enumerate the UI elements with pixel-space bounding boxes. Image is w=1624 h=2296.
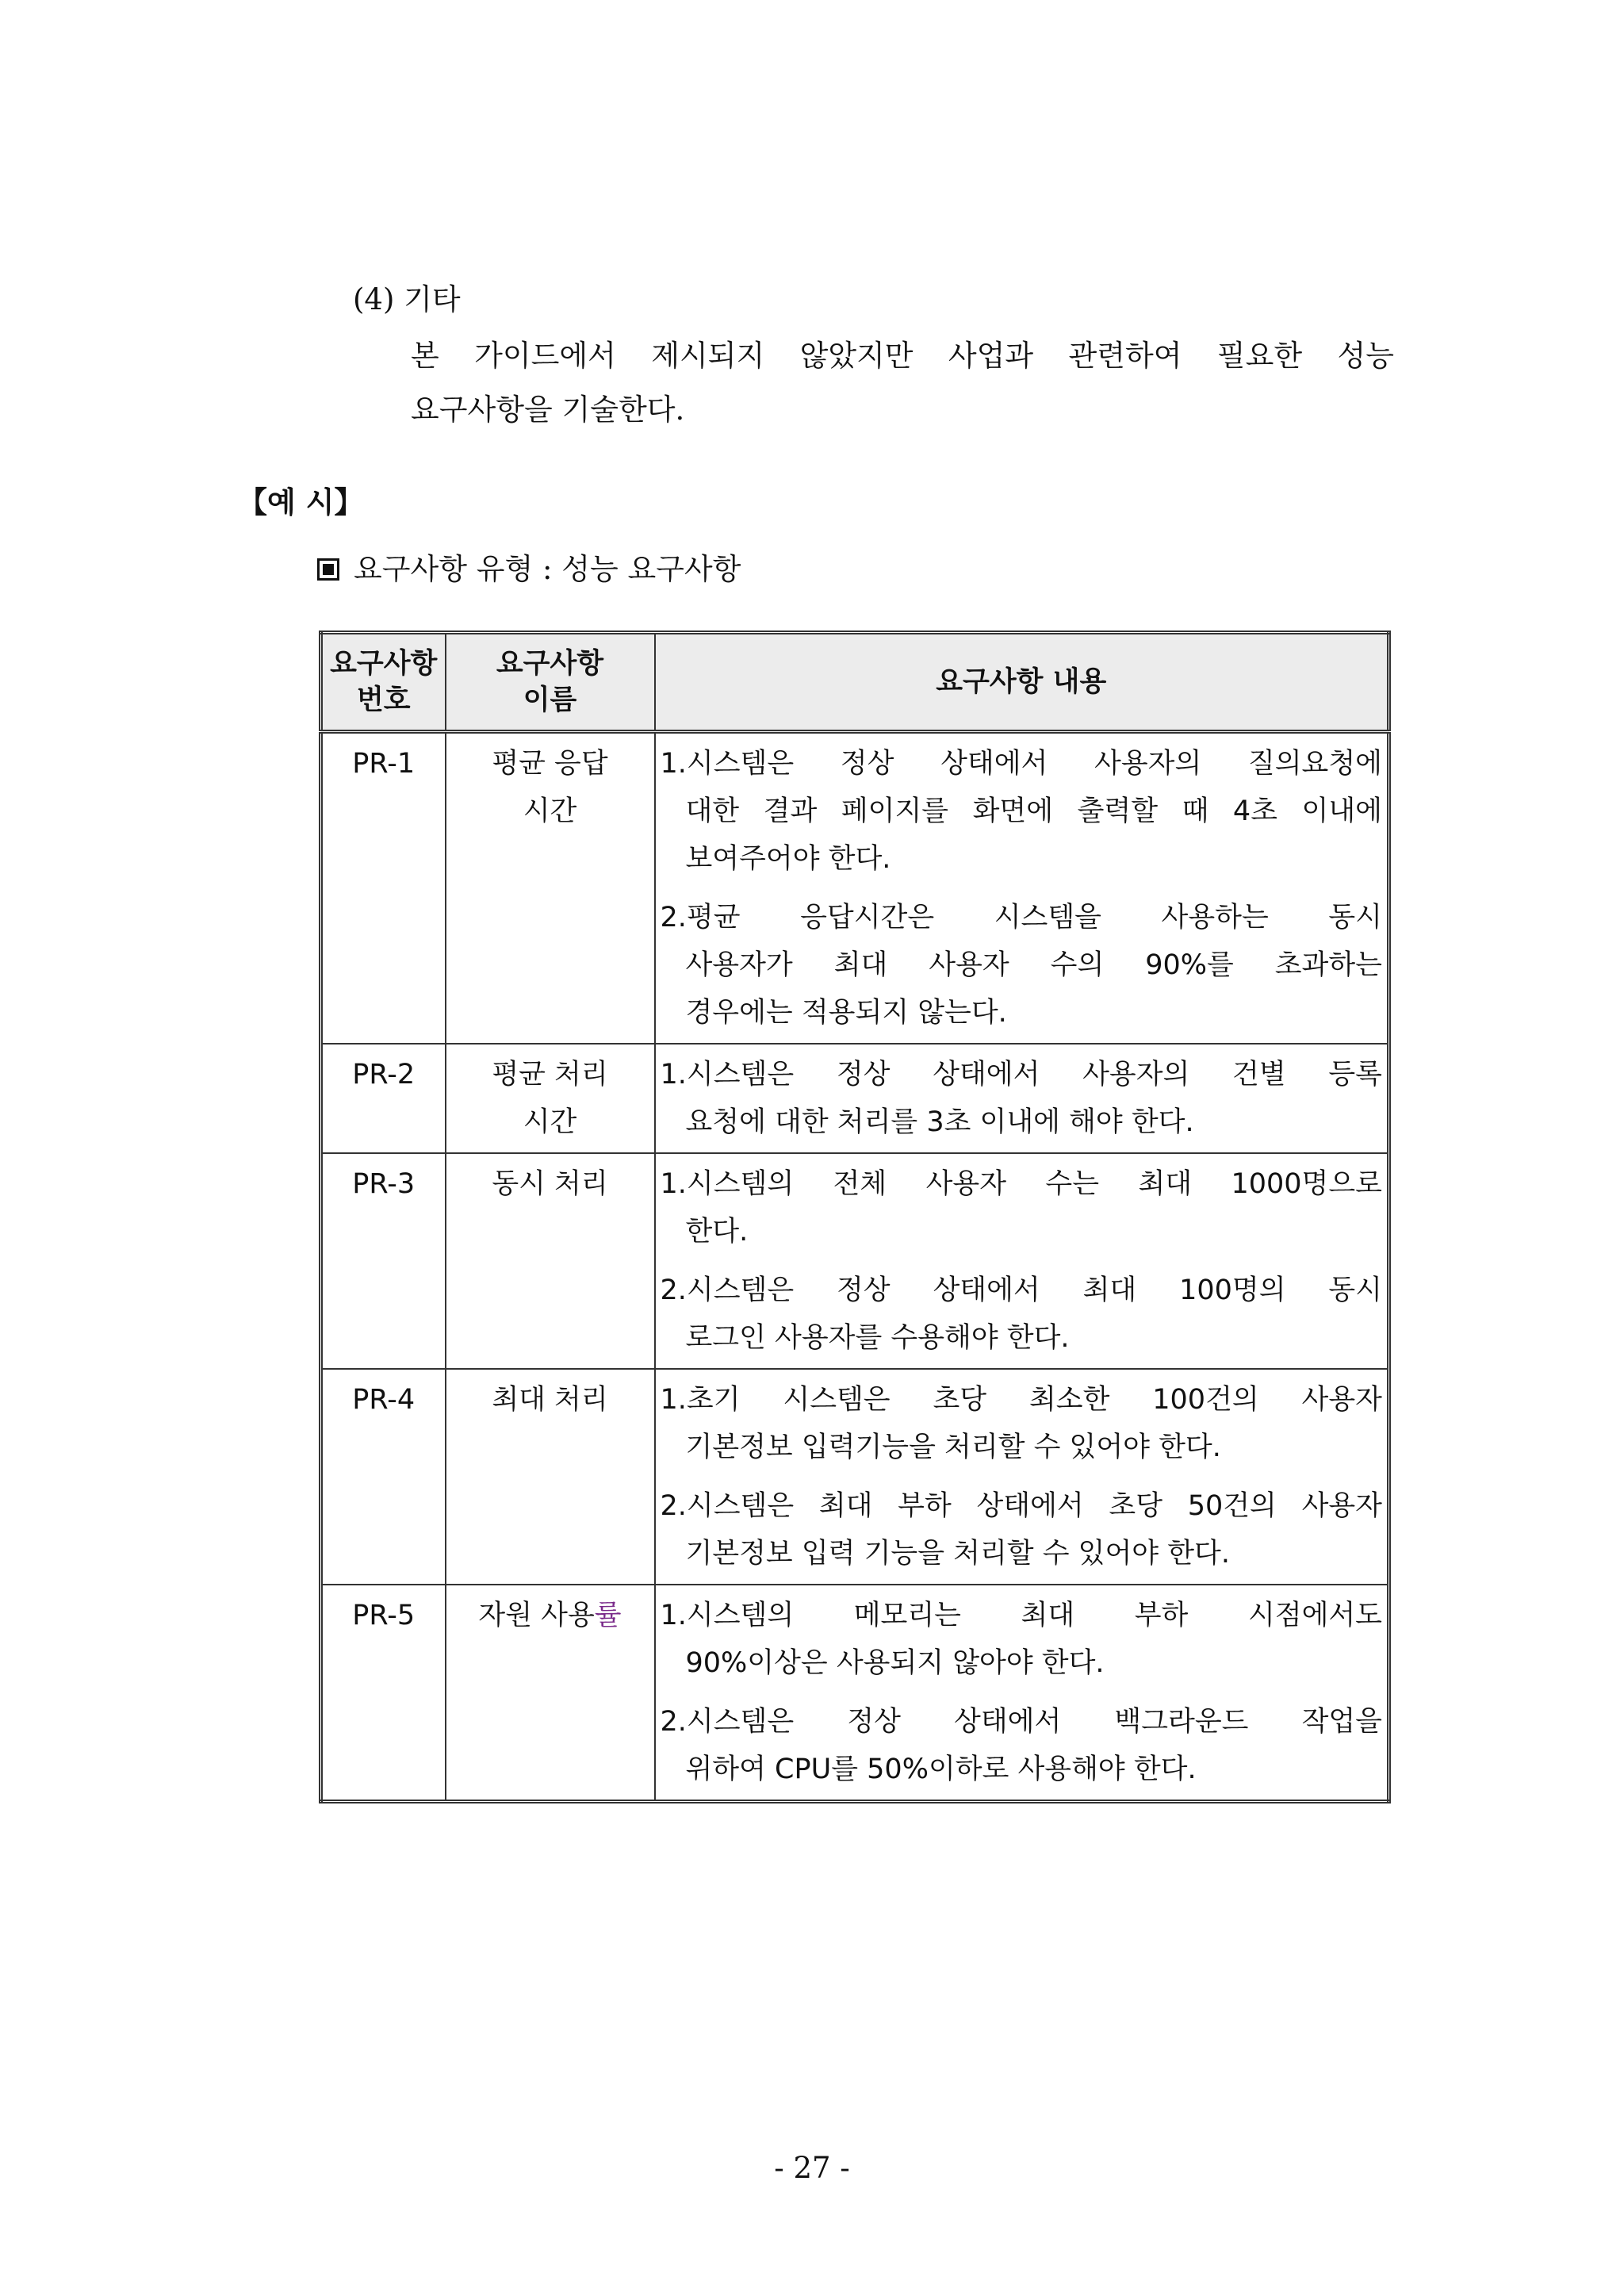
requirement-item [661, 1051, 1383, 1146]
table-row [321, 732, 1389, 1045]
requirement-item-line: 90%이상은 사용되지 않아야 한다. [685, 1647, 1105, 1679]
requirement-item-line: 2.평균 응답시간은 시스템을 사용하는 동시 [660, 902, 1382, 933]
section-heading: (4) 기타 [353, 282, 461, 316]
requirement-item [661, 1482, 1383, 1577]
requirement-id: PR-4 [321, 1369, 446, 1585]
header-req-content: 요구사항 내용 [655, 633, 1389, 732]
requirement-name-line: 평균 처리 [492, 1059, 608, 1091]
requirement-name [446, 1044, 655, 1153]
requirement-item [661, 1376, 1383, 1471]
paragraph-line: 요구사항을 기술한다. [411, 393, 685, 427]
requirement-item-line: 위하여 CPU를 50%이하로 사용해야 한다. [685, 1754, 1197, 1785]
requirement-id: PR-3 [321, 1153, 446, 1369]
page-number: - 27 - [774, 2151, 850, 2185]
requirement-item [661, 1698, 1383, 1793]
requirement-item-line: 1.시스템의 전체 사용자 수는 최대 1000명으로 [660, 1168, 1382, 1200]
requirement-item-line: 한다. [685, 1216, 749, 1248]
requirement-content [655, 1153, 1389, 1369]
requirement-item-line: 사용자가 최대 사용자 수의 90%를 초과하는 [685, 949, 1382, 981]
header-req-id: 요구사항 번호 [321, 633, 446, 732]
requirement-item [661, 1592, 1383, 1687]
requirement-item [661, 740, 1383, 883]
requirement-content [655, 1369, 1389, 1585]
requirement-item-line: 1.초기 시스템은 초당 최소한 100건의 사용자 [660, 1384, 1382, 1416]
requirement-name [446, 732, 655, 1045]
requirement-name [446, 1585, 655, 1802]
requirement-content [655, 732, 1389, 1045]
requirement-id: PR-2 [321, 1044, 446, 1153]
requirement-item-line: 대한 결과 페이지를 화면에 출력할 때 4초 이내에 [685, 795, 1382, 827]
requirement-name-line: 최대 처리 [492, 1384, 608, 1416]
requirement-item-line: 경우에는 적용되지 않는다. [685, 997, 1007, 1029]
requirement-item-line: 기본정보 입력기능을 처리할 수 있어야 한다. [685, 1432, 1221, 1463]
requirements-table [319, 631, 1391, 1803]
requirement-item-line: 1.시스템은 정상 상태에서 사용자의 질의요청에 [660, 748, 1382, 780]
requirement-item-line: 보여주어야 한다. [685, 843, 891, 875]
table-row [321, 1153, 1389, 1369]
table-row [321, 1369, 1389, 1585]
table-body [321, 732, 1389, 1802]
requirement-name [446, 1369, 655, 1585]
example-label: 【예 시】 [238, 485, 364, 519]
requirement-type [317, 547, 741, 592]
requirement-item-line: 2.시스템은 최대 부하 상태에서 초당 50건의 사용자 [660, 1490, 1382, 1522]
requirement-item [661, 1160, 1383, 1255]
requirement-name-highlight: 률 [594, 1600, 622, 1631]
requirement-name-line: 시간 [523, 1106, 577, 1138]
requirement-content [655, 1585, 1389, 1802]
header-req-name: 요구사항 이름 [446, 633, 655, 732]
requirement-name [446, 1153, 655, 1369]
requirement-item-line: 1.시스템의 메모리는 최대 부하 시점에서도 [660, 1600, 1382, 1631]
requirement-item-line: 기본정보 입력 기능을 처리할 수 있어야 한다. [685, 1538, 1230, 1570]
requirement-name-line: 평균 응답 [492, 748, 608, 780]
square-bullet-icon [317, 558, 339, 581]
requirement-item-line: 로그인 사용자를 수용해야 한다. [685, 1322, 1070, 1354]
requirement-item-line: 1.시스템은 정상 상태에서 사용자의 건별 등록 [660, 1059, 1382, 1091]
requirement-id: PR-1 [321, 732, 446, 1045]
requirement-id: PR-5 [321, 1585, 446, 1802]
requirement-item-line: 요청에 대한 처리를 3초 이내에 해야 한다. [685, 1106, 1194, 1138]
paragraph-line: 본 가이드에서 제시되지 않았지만 사업과 관련하여 필요한 성능 [411, 339, 1394, 373]
requirement-type-text: 요구사항 유형 : 성능 요구사항 [354, 552, 741, 586]
table-row [321, 1585, 1389, 1802]
requirement-item [661, 894, 1383, 1037]
requirement-name-line: 자원 사용 [478, 1600, 595, 1631]
requirement-item [661, 1267, 1383, 1362]
section-paragraph [411, 329, 1394, 437]
requirement-item-line: 2.시스템은 정상 상태에서 백그라운드 작업을 [660, 1706, 1382, 1738]
table-header-row [321, 633, 1389, 732]
requirement-item-line: 2.시스템은 정상 상태에서 최대 100명의 동시 [660, 1274, 1382, 1306]
table-row [321, 1044, 1389, 1153]
requirement-name-line: 시간 [523, 795, 577, 827]
requirement-name-line: 동시 처리 [492, 1168, 608, 1200]
requirement-content [655, 1044, 1389, 1153]
